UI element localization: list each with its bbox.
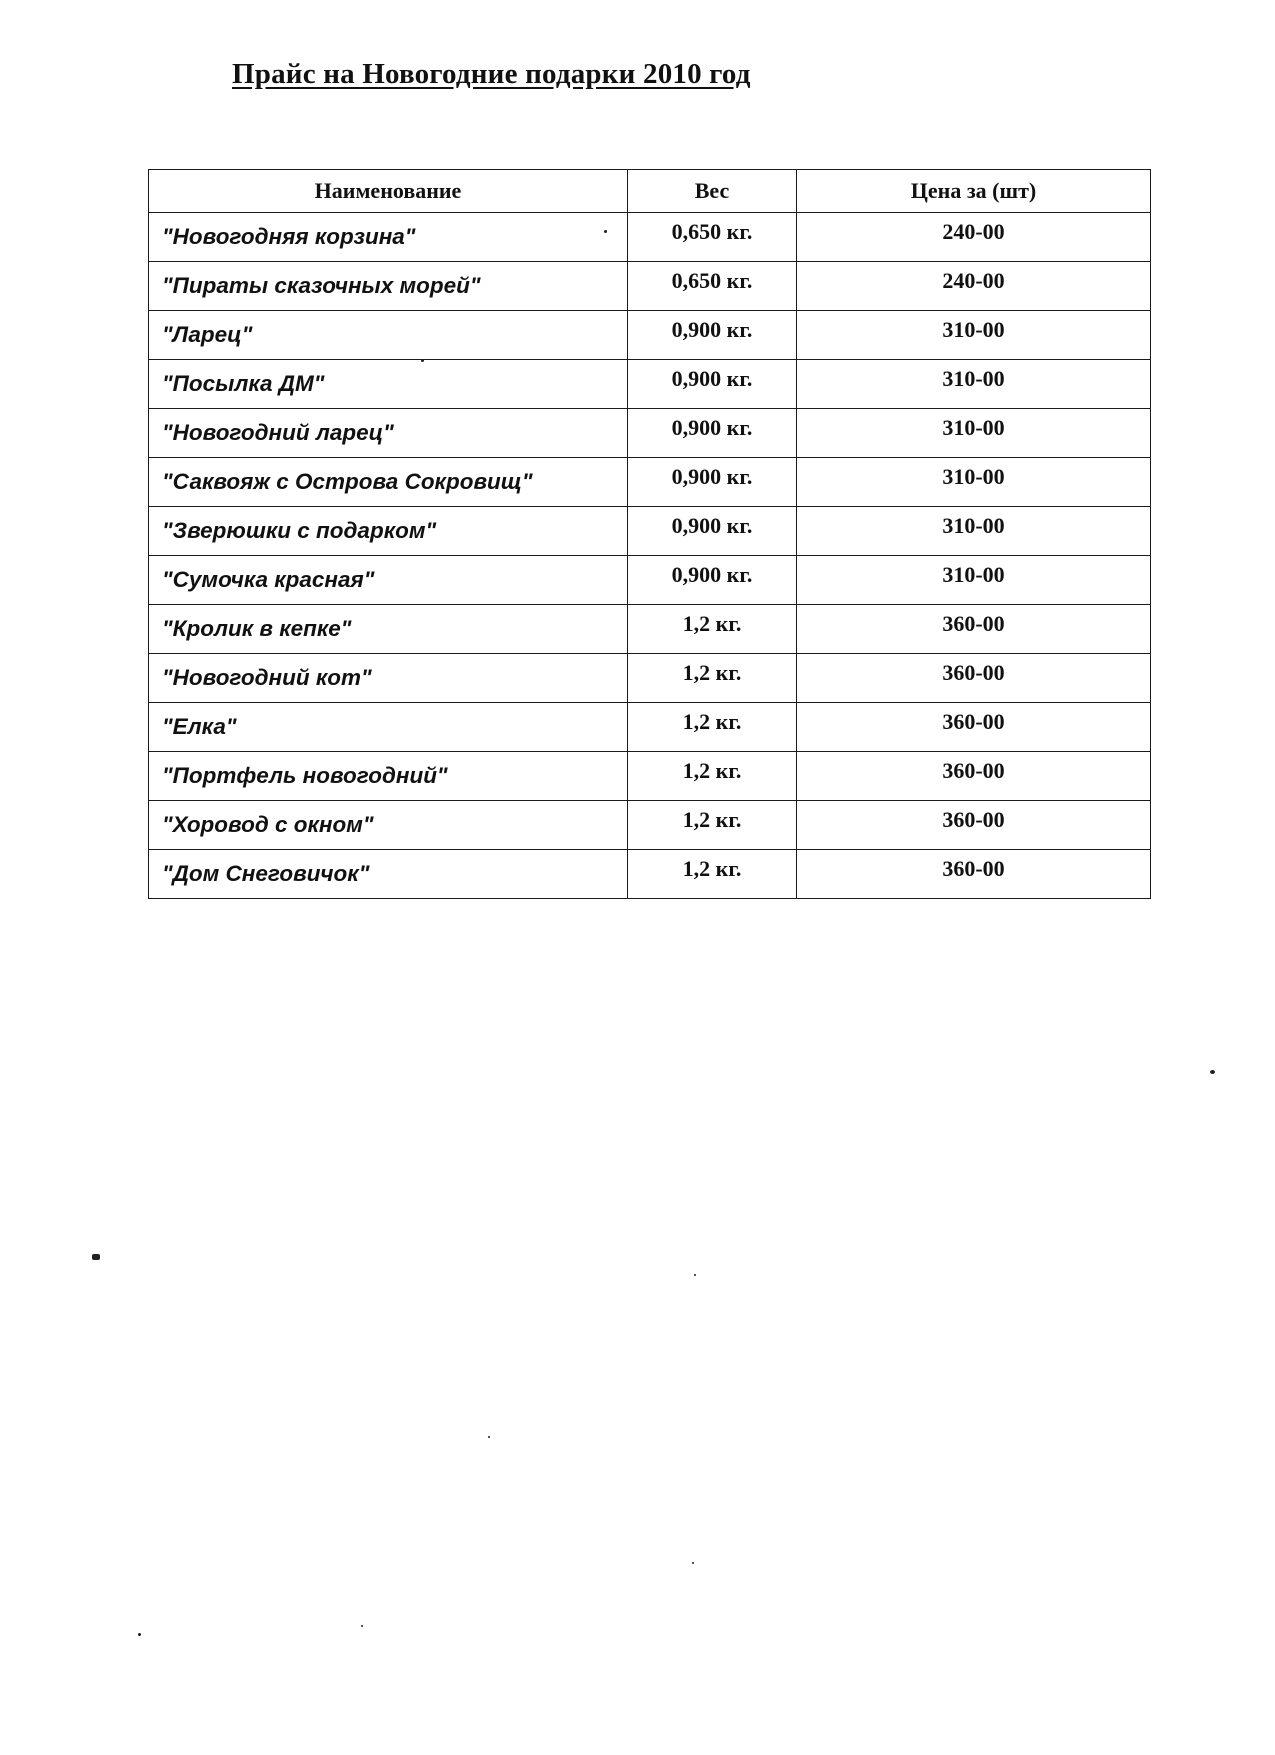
table-row [149, 213, 1151, 262]
table-row [149, 752, 1151, 801]
item-weight: 0,900 кг. [628, 507, 797, 556]
item-weight: 0,650 кг. [628, 262, 797, 311]
item-name: "Кролик в кепке" [149, 605, 628, 654]
scan-speck [361, 1625, 363, 1627]
table-row [149, 850, 1151, 899]
item-price: 360-00 [797, 850, 1151, 899]
table-row [149, 262, 1151, 311]
scan-speck [692, 1562, 694, 1564]
item-price: 360-00 [797, 801, 1151, 850]
item-price: 310-00 [797, 458, 1151, 507]
item-weight: 1,2 кг. [628, 605, 797, 654]
scan-speck [1210, 1070, 1215, 1074]
table-row [149, 311, 1151, 360]
scan-speck [488, 1436, 490, 1438]
table-row [149, 556, 1151, 605]
price-table [148, 169, 1151, 899]
item-weight: 1,2 кг. [628, 654, 797, 703]
item-price: 360-00 [797, 703, 1151, 752]
item-name: "Саквояж с Острова Сокровищ" [149, 458, 628, 507]
item-weight: 0,650 кг. [628, 213, 797, 262]
table-row [149, 409, 1151, 458]
table-row [149, 801, 1151, 850]
page-title: Прайс на Новогодние подарки 2010 год [232, 58, 751, 90]
item-price: 240-00 [797, 213, 1151, 262]
item-price: 310-00 [797, 409, 1151, 458]
table-row [149, 458, 1151, 507]
header-price: Цена за (шт) [797, 170, 1151, 213]
table-row [149, 703, 1151, 752]
table-row [149, 605, 1151, 654]
header-name: Наименование [149, 170, 628, 213]
table-row [149, 360, 1151, 409]
item-price: 310-00 [797, 311, 1151, 360]
header-row [149, 170, 1151, 213]
item-weight: 1,2 кг. [628, 752, 797, 801]
item-weight: 1,2 кг. [628, 850, 797, 899]
table-header [149, 170, 1151, 213]
item-name: "Зверюшки с подарком" [149, 507, 628, 556]
scan-speck [421, 359, 424, 362]
scan-speck [92, 1254, 100, 1260]
item-weight: 0,900 кг. [628, 311, 797, 360]
item-name: "Портфель новогодний" [149, 752, 628, 801]
item-name: "Новогодняя корзина" [149, 213, 628, 262]
item-name: "Елка" [149, 703, 628, 752]
scan-speck [694, 1274, 696, 1276]
table-row [149, 654, 1151, 703]
item-name: "Ларец" [149, 311, 628, 360]
table-body [149, 213, 1151, 899]
item-name: "Пираты сказочных морей" [149, 262, 628, 311]
table-row [149, 507, 1151, 556]
item-price: 240-00 [797, 262, 1151, 311]
scan-speck [604, 230, 607, 233]
item-name: "Сумочка красная" [149, 556, 628, 605]
item-weight: 1,2 кг. [628, 703, 797, 752]
item-name: "Посылка ДМ" [149, 360, 628, 409]
item-weight: 0,900 кг. [628, 360, 797, 409]
item-price: 360-00 [797, 605, 1151, 654]
item-price: 310-00 [797, 556, 1151, 605]
item-weight: 0,900 кг. [628, 458, 797, 507]
item-name: "Хоровод с окном" [149, 801, 628, 850]
item-price: 310-00 [797, 507, 1151, 556]
scan-speck [138, 1633, 141, 1636]
item-name: "Дом Снеговичок" [149, 850, 628, 899]
item-weight: 0,900 кг. [628, 556, 797, 605]
item-price: 360-00 [797, 752, 1151, 801]
item-price: 360-00 [797, 654, 1151, 703]
item-name: "Новогодний ларец" [149, 409, 628, 458]
item-weight: 1,2 кг. [628, 801, 797, 850]
item-name: "Новогодний кот" [149, 654, 628, 703]
item-weight: 0,900 кг. [628, 409, 797, 458]
item-price: 310-00 [797, 360, 1151, 409]
header-weight: Вес [628, 170, 797, 213]
